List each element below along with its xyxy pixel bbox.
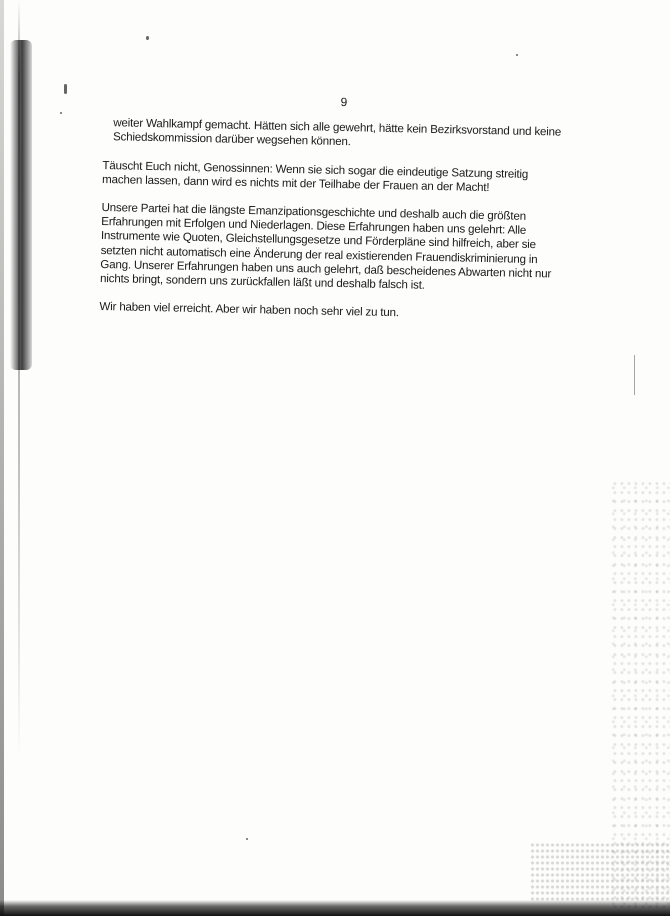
paragraph-2: Täuscht Euch nicht, Genossinnen: Wenn sie sich sogar die eindeutige Satzung streitig machen lassen, dann wird es nichts mit der Teilhabe der Frauen an der Macht!	[101, 158, 529, 194]
scan-noise-bottom-right	[530, 842, 670, 902]
scan-bottom-edge	[0, 900, 670, 916]
scan-speck	[60, 112, 62, 114]
paragraph-4: Wir haben viel erreicht. Aber wir haben noch sehr viel zu tun.	[99, 300, 400, 320]
document-body	[99, 90, 574, 338]
scan-speck	[64, 84, 67, 94]
scan-speck	[146, 36, 149, 40]
scan-speck	[246, 838, 248, 840]
scan-speck	[516, 54, 518, 56]
scan-speck	[634, 355, 635, 395]
paragraph-3: Unsere Partei hat die längste Emanzipationsgeschichte und deshalb auch die größten Erfahrungen mit Erfolgen und Niederlagen. Diese Erfahrungen haben uns gelehrt: Alle Instrumente wie Quoten, Gleichstellungsgesetze und Förderpläne sind hilfreich, aber sie setzten nicht automatisch eine Änderung der real existierenden Frauendiskriminierung in Gang. Unserer Erfahrungen haben uns auch gelehrt, daß bescheidenes Abwarten nicht nur nichts bringt, sondern uns zurückfallen läßt und deshalb falsch ist.	[99, 200, 552, 292]
page-left-edge	[0, 0, 4, 916]
paragraph-1: weiter Wahlkampf gemacht. Hätten sich alle gewehrt, hätte kein Bezirksvorstand und keine Schiedskommission darüber wegsehen können.	[112, 116, 562, 149]
page-number: 9	[340, 94, 348, 110]
binding-shadow	[10, 40, 32, 370]
